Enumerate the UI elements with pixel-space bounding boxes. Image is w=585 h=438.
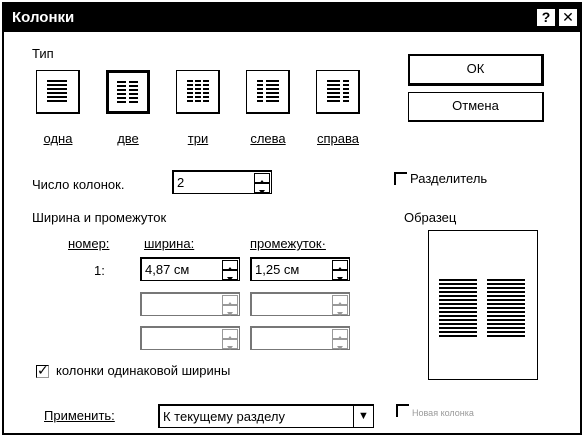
- preset-right-label: справа: [317, 131, 359, 146]
- row1-spacing-value: 1,25 см: [255, 262, 300, 277]
- preset-two-columns[interactable]: [106, 70, 150, 114]
- spin-up-icon[interactable]: [222, 329, 238, 339]
- row1-spacing-spinner[interactable]: [250, 257, 350, 281]
- row2-width-spinner[interactable]: [140, 292, 240, 316]
- separator-checkbox[interactable]: [394, 172, 407, 185]
- spin-up-icon[interactable]: [222, 260, 238, 270]
- preset-one-label: одна: [43, 131, 73, 146]
- spin-down-icon[interactable]: [222, 339, 238, 349]
- cancel-button[interactable]: Отмена: [408, 92, 544, 122]
- row2-spacing-spinner[interactable]: [250, 292, 350, 316]
- header-width: ширина:: [144, 236, 195, 251]
- columns-dialog: [2, 2, 582, 435]
- spin-up-icon[interactable]: [254, 173, 270, 183]
- spin-up-icon[interactable]: [332, 260, 348, 270]
- preset-left-label: слева: [250, 131, 286, 146]
- preset-two-label: две: [117, 131, 139, 146]
- preview-label: Образец: [404, 210, 457, 225]
- spin-down-icon[interactable]: [332, 270, 348, 280]
- help-button[interactable]: ?: [536, 8, 556, 27]
- left-columns-icon: [247, 71, 291, 115]
- right-columns-icon: [317, 71, 361, 115]
- width-spacing-section-label: Ширина и промежуток: [32, 210, 167, 225]
- spin-up-icon[interactable]: [332, 295, 348, 305]
- equal-width-checkbox[interactable]: [36, 365, 49, 378]
- spin-down-icon[interactable]: [254, 183, 270, 193]
- preset-three-columns[interactable]: [176, 70, 220, 114]
- preset-left[interactable]: [246, 70, 290, 114]
- type-group-label: Тип: [32, 46, 54, 61]
- ok-button[interactable]: ОК: [408, 54, 544, 86]
- apply-dropdown[interactable]: [158, 404, 374, 428]
- row3-spacing-spinner[interactable]: [250, 326, 350, 350]
- three-columns-icon: [177, 71, 221, 115]
- row1-number: 1:: [94, 263, 105, 278]
- spin-down-icon[interactable]: [332, 305, 348, 315]
- preview-two-columns-icon: [429, 231, 537, 379]
- header-spacing: промежуток·: [250, 236, 326, 251]
- spin-down-icon[interactable]: [222, 270, 238, 280]
- row1-width-spinner[interactable]: [140, 257, 240, 281]
- spin-up-icon[interactable]: [332, 329, 348, 339]
- row1-width-value: 4,87 см: [145, 262, 190, 277]
- preview-page: [428, 230, 538, 380]
- preset-one-column[interactable]: [36, 70, 80, 114]
- preset-three-label: три: [187, 131, 209, 146]
- preset-right[interactable]: [316, 70, 360, 114]
- spin-up-icon[interactable]: [222, 295, 238, 305]
- close-button[interactable]: ✕: [558, 8, 578, 27]
- chevron-down-icon[interactable]: ▼: [353, 406, 373, 427]
- spin-down-icon[interactable]: [222, 305, 238, 315]
- columns-count-label: Число колонок.: [32, 177, 125, 192]
- one-column-icon: [37, 71, 81, 115]
- two-columns-icon: [109, 73, 149, 113]
- row3-width-spinner[interactable]: [140, 326, 240, 350]
- dialog-title: Колонки: [12, 9, 75, 26]
- spin-down-icon[interactable]: [332, 339, 348, 349]
- apply-label: Применить:: [44, 408, 115, 423]
- new-column-label: Новая колонка: [412, 408, 474, 418]
- new-column-checkbox[interactable]: [396, 404, 409, 417]
- equal-width-label: колонки одинаковой ширины: [56, 363, 231, 378]
- apply-selected-value: К текущему разделу: [163, 409, 285, 424]
- separator-label: Разделитель: [410, 171, 488, 186]
- columns-count-spinner[interactable]: [172, 170, 272, 194]
- title-bar: [4, 4, 580, 32]
- columns-count-value: 2: [177, 175, 185, 190]
- header-number: номер:: [68, 236, 110, 251]
